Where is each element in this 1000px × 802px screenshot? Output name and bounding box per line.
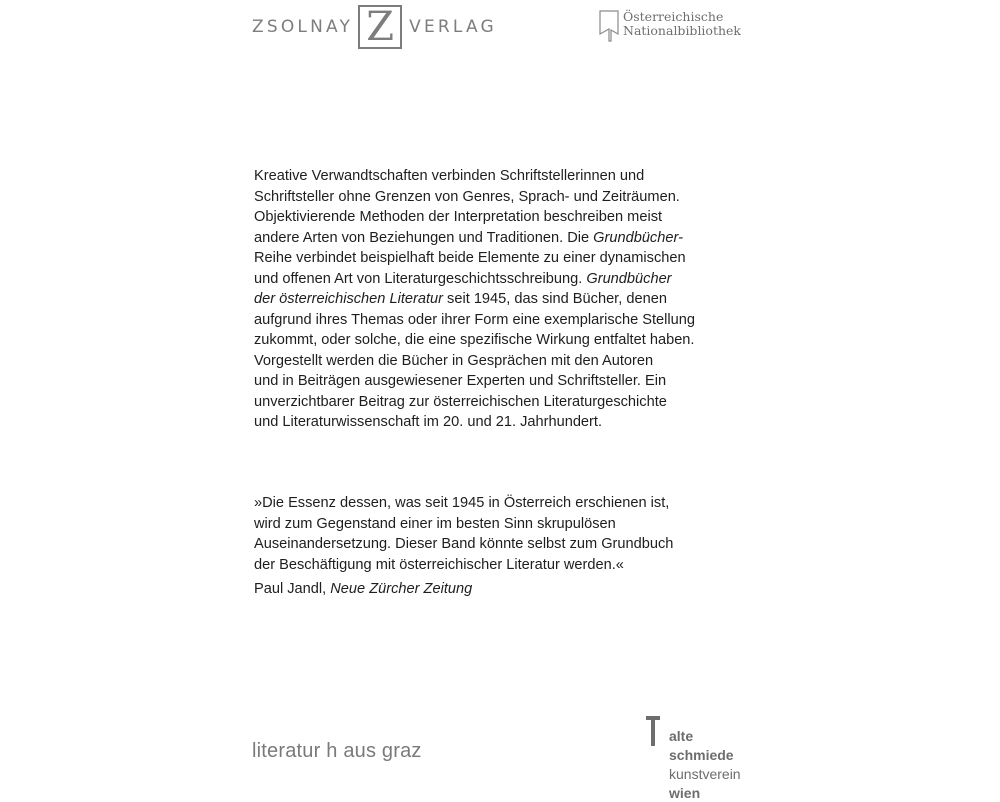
- quote-line: der Beschäftigung mit österreichischer Literatur werden.«: [254, 556, 624, 573]
- zsolnay-verlag-logo: [252, 4, 497, 50]
- blurb-line: [254, 166, 754, 187]
- text-run: Kreative Verwandtschaften verbinden Schriftstellerinnen und: [254, 168, 645, 184]
- blurb-line: [254, 412, 754, 433]
- literaturhaus-graz-logo: literatur h aus graz: [252, 740, 422, 762]
- onb-name-line2: Nationalbibliothek: [623, 23, 742, 38]
- blurb-line: [254, 228, 754, 249]
- text-run: Reihe verbindet beispielhaft beide Elemente zu einer dynamischen: [254, 250, 686, 266]
- blurb-line: [254, 392, 754, 413]
- quote-line: wird zum Gegenstand einer im besten Sinn skrupulösen: [254, 515, 616, 532]
- blurb-line: [254, 289, 754, 310]
- blurb-line: [254, 351, 754, 372]
- alte-schmiede-line-4: wien: [669, 785, 701, 801]
- blurb-paragraph: [254, 166, 754, 433]
- blurb-line: [254, 207, 754, 228]
- text-run: seit 1945, das sind Bücher, denen: [443, 291, 667, 307]
- quote-attribution: [254, 579, 754, 600]
- text-run: und Literaturwissenschaft im 20. und 21. Jahrhundert.: [254, 414, 603, 430]
- alte-schmiede-logo: [646, 716, 766, 800]
- onb-flag-icon: [599, 10, 619, 42]
- press-quote: [254, 493, 754, 600]
- onb-logo: [599, 10, 741, 42]
- italic-title: Grundbücher: [586, 270, 672, 287]
- text-run: zukommt, oder solche, die eine spezifische Wirkung entfaltet haben.: [254, 332, 695, 348]
- text-run: und offenen Art von Literaturgeschichtsschreibung.: [254, 270, 587, 287]
- blurb-line: [254, 310, 754, 331]
- quote-source: Neue Zürcher Zeitung: [330, 581, 473, 597]
- quote-line: Auseinandersetzung. Dieser Band könnte selbst zum Grundbuch: [254, 536, 674, 552]
- verlag-wordmark: VERLAG: [409, 17, 497, 37]
- blurb-line: [254, 371, 754, 392]
- text-run: aufgrund ihres Themas oder ihrer Form eine exemplarische Stellung: [254, 311, 696, 328]
- alte-schmiede-line-1: alte: [669, 728, 694, 744]
- italic-title: Grundbücher: [593, 229, 679, 246]
- alte-schmiede-line-3: kunstverein: [669, 766, 741, 782]
- onb-name-line1: Österreichische: [623, 9, 724, 24]
- quote-line: »Die Essenz dessen, was seit 1945 in Österreich erschienen ist,: [254, 495, 670, 511]
- text-run: -: [678, 229, 684, 246]
- italic-title: der österreichischen Literatur: [254, 291, 443, 307]
- text-run: und in Beiträgen ausgewiesener Experten und Schriftsteller. Ein: [254, 373, 667, 389]
- text-run: Schriftsteller ohne Grenzen von Genres, Sprach- und Zeiträumen.: [254, 188, 680, 205]
- text-run: andere Arten von Beziehungen und Traditionen. Die: [254, 229, 594, 246]
- blurb-line: [254, 248, 754, 269]
- zsolnay-z-mark: Z: [358, 5, 402, 49]
- zsolnay-wordmark: ZSOLNAY: [252, 17, 354, 37]
- text-run: unverzichtbarer Beitrag zur österreichischen Literaturgeschichte: [254, 393, 667, 410]
- blurb-line: [254, 330, 754, 351]
- quote-author: Paul Jandl,: [254, 581, 331, 597]
- blurb-line: [254, 187, 754, 208]
- text-run: Objektivierende Methoden der Interpretation beschreiben meist: [254, 209, 663, 225]
- blurb-line: [254, 269, 754, 290]
- alte-schmiede-line-2: schmiede: [669, 747, 734, 763]
- text-run: Vorgestellt werden die Bücher in Gesprächen mit den Autoren: [254, 352, 654, 369]
